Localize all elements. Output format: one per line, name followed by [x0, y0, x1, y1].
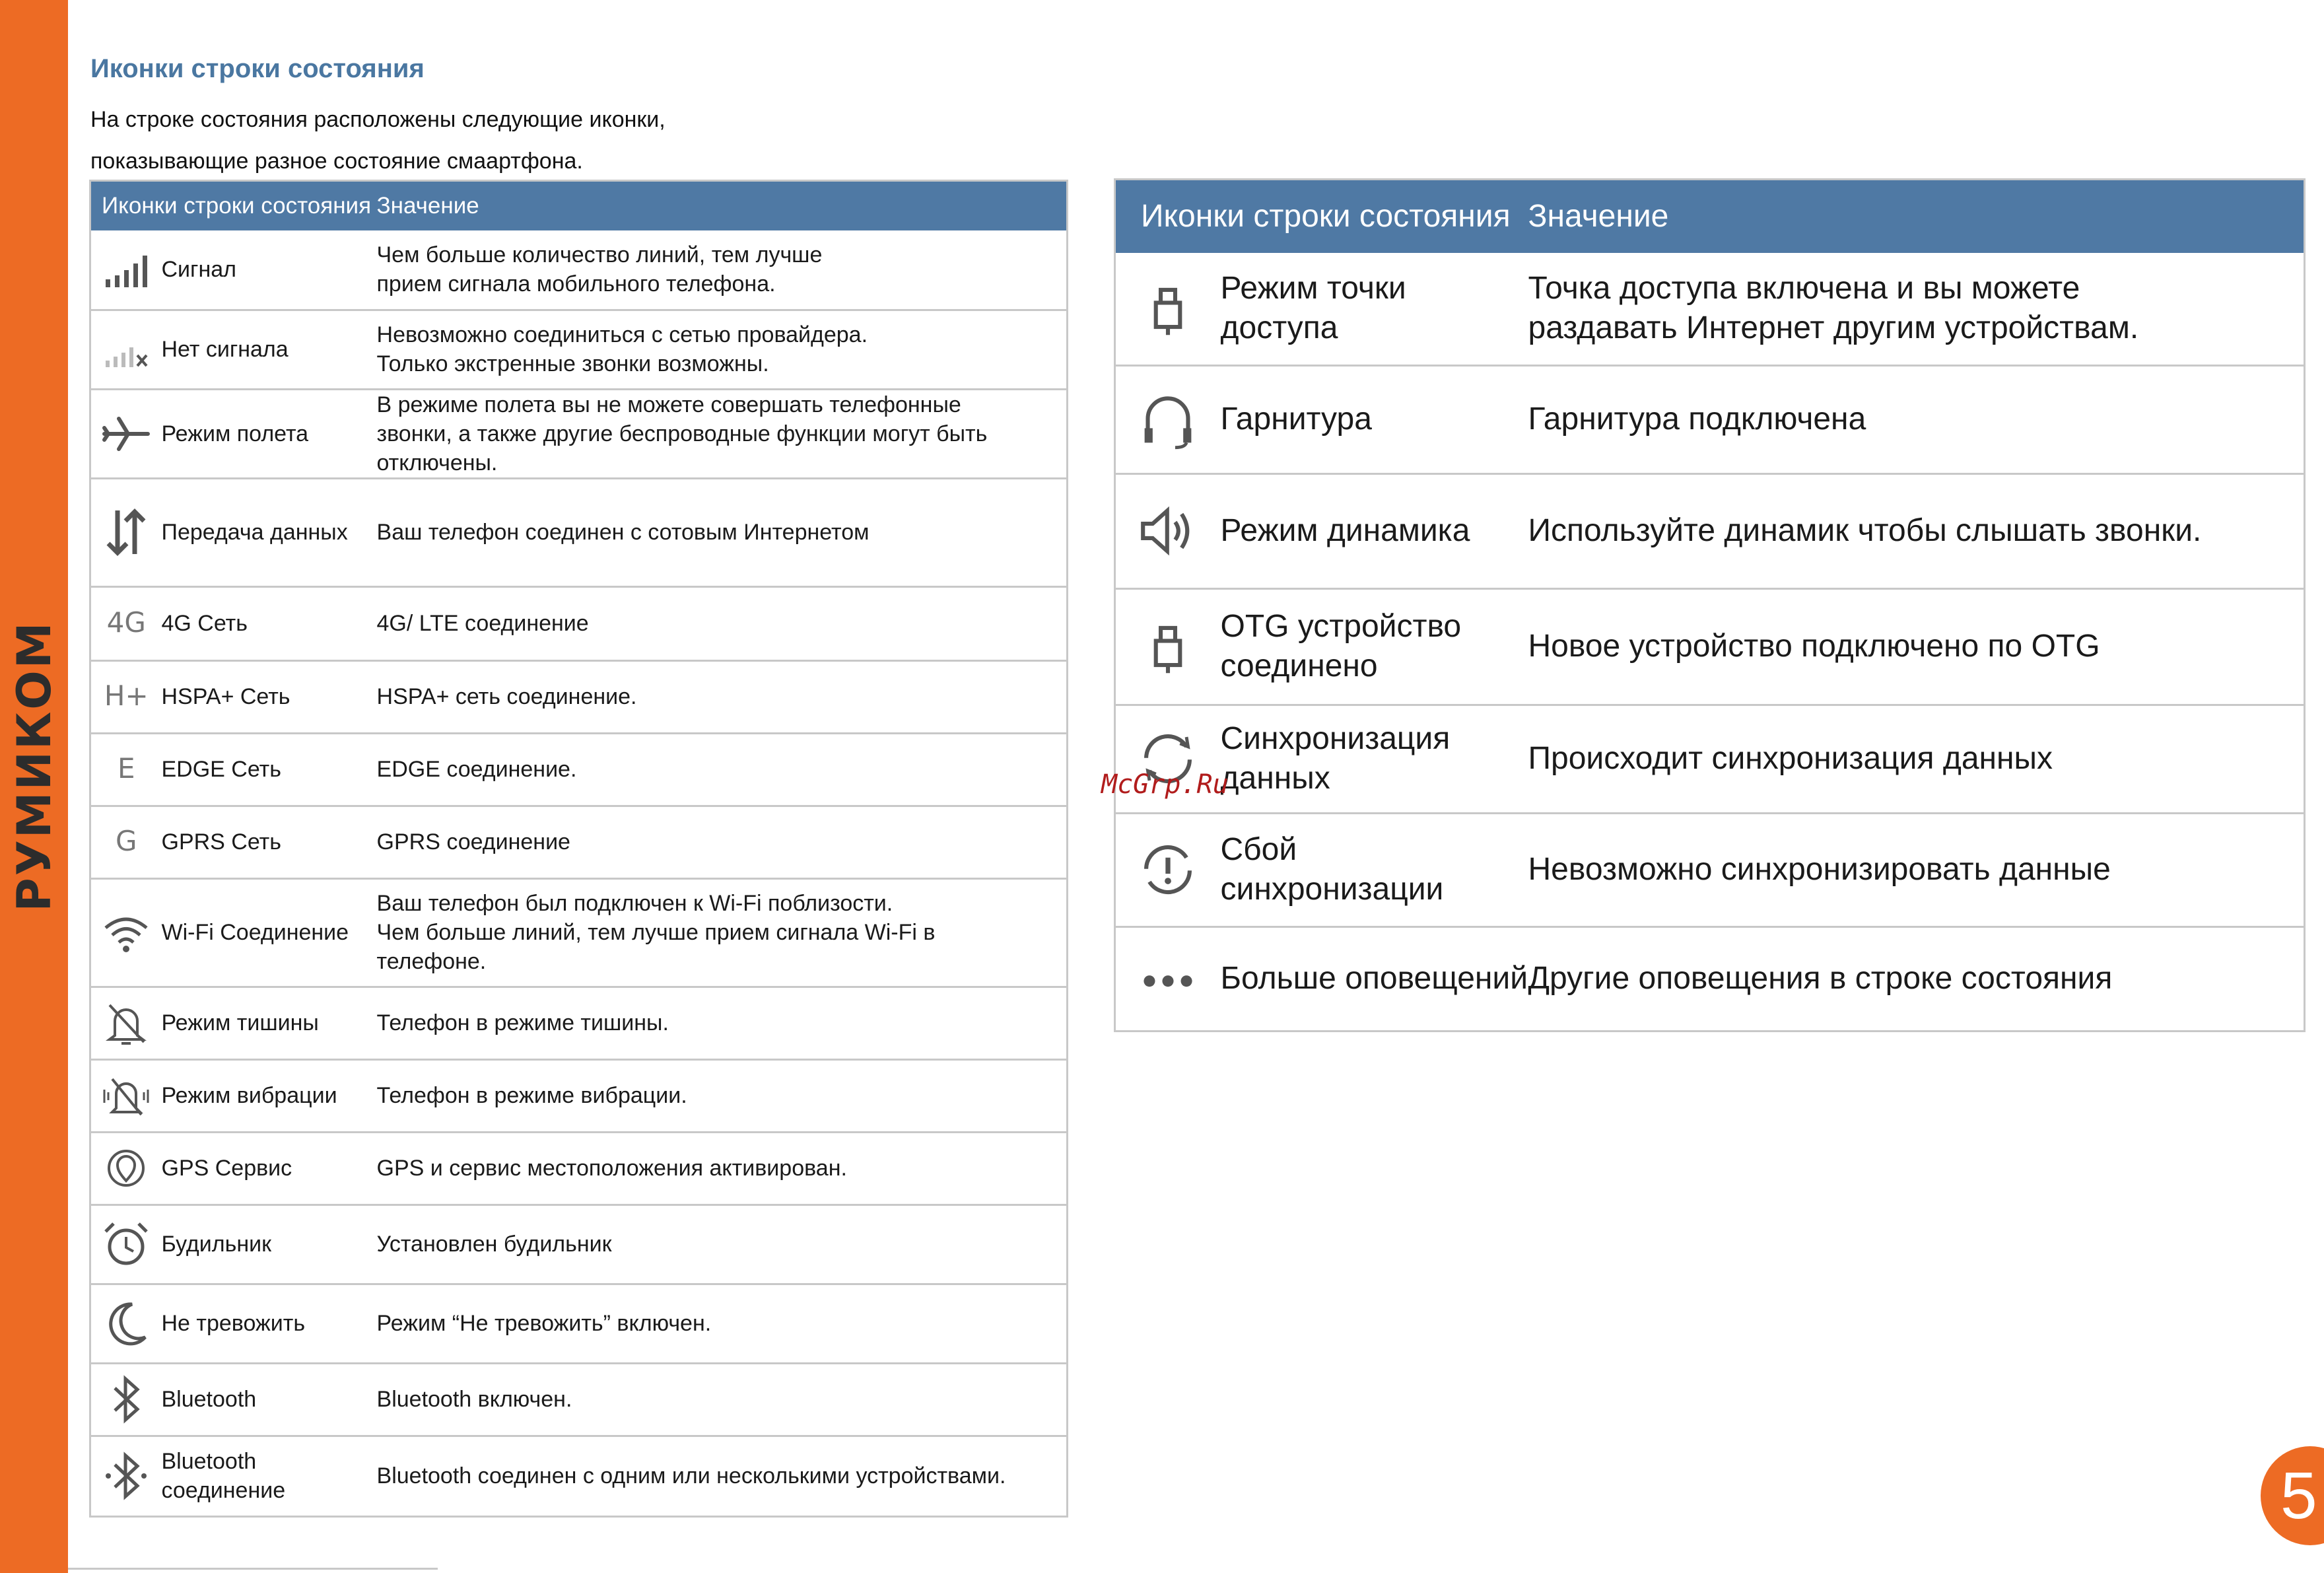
bluetooth-icon: [99, 1372, 153, 1426]
description-line: Происходит синхронизация данных: [1528, 741, 2053, 776]
row-icon-cell: [90, 987, 162, 1059]
header-icons-label: Иконки строки состояния: [90, 181, 377, 231]
table-header: [90, 181, 1068, 231]
row-description: [377, 1132, 1068, 1205]
description-line: раздавать Интернет другим устройствам.: [1528, 310, 2139, 346]
table-row: [90, 1059, 1068, 1132]
row-icon-cell: [90, 1436, 162, 1516]
row-icon-cell: [90, 1363, 162, 1436]
signal-icon: [99, 242, 153, 297]
description-line: отключены.: [376, 450, 498, 475]
table-row: [1115, 588, 2305, 705]
row-description: [377, 1059, 1068, 1132]
row-description: [1528, 365, 2305, 473]
row-description: [1528, 813, 2305, 926]
row-description: [377, 806, 1068, 878]
otg-icon: [1135, 613, 1201, 680]
row-description: [1528, 705, 2305, 813]
row-name: 4G Сеть: [162, 586, 377, 660]
row-icon-cell: [90, 1205, 162, 1284]
row-icon-cell: [1115, 473, 1221, 588]
header-value-label: Значение: [1528, 180, 2305, 254]
row-name: Режим вибрации: [162, 1059, 377, 1132]
description-line: Bluetooth включен.: [376, 1387, 572, 1412]
row-name: Режим динамика: [1221, 473, 1528, 588]
description-line: Установлен будильник: [376, 1232, 612, 1257]
description-line: Невозможно синхронизировать данные: [1528, 852, 2111, 887]
header-icons-label: Иконки строки состояния: [1115, 180, 1528, 254]
row-icon-cell: [90, 806, 162, 878]
table-row: [90, 1205, 1068, 1284]
row-name: Режим полета: [162, 389, 377, 478]
status-icons-table-left: [89, 180, 1068, 1518]
row-description: [377, 660, 1068, 733]
row-name: Будильник: [162, 1205, 377, 1284]
description-line: EDGE соединение.: [376, 757, 577, 782]
row-name: Сбой синхронизации: [1221, 813, 1528, 926]
row-icon-cell: [90, 878, 162, 987]
description-line: прием сигнала мобильного телефона.: [376, 271, 776, 297]
row-name: Режим точки доступа: [1221, 253, 1528, 365]
table-row: [90, 310, 1068, 389]
bluetooth-connected-icon: [99, 1449, 153, 1503]
row-icon-cell: [90, 230, 162, 310]
row-description: [1528, 926, 2305, 1031]
description-line: Используйте динамик чтобы слышать звонки.: [1528, 513, 2202, 548]
status-icons-table-right: [1114, 178, 2306, 1032]
table-row: [1115, 365, 2305, 473]
row-icon-cell: [90, 586, 162, 660]
page-title: Иконки строки состояния: [90, 54, 425, 83]
description-line: Другие оповещения в строке состояния: [1528, 961, 2113, 996]
brand-logo: РУМИКОМ: [7, 620, 61, 912]
gprs-icon: G: [115, 824, 137, 857]
description-line: HSPA+ сеть соединение.: [376, 684, 637, 709]
table-row: [90, 230, 1068, 310]
row-icon-cell: [90, 389, 162, 478]
row-description: [1528, 473, 2305, 588]
row-name: GPRS Сеть: [162, 806, 377, 878]
row-name: Синхронизация данных: [1221, 705, 1528, 813]
row-description: [377, 1205, 1068, 1284]
row-icon-cell: [1115, 365, 1221, 473]
description-line: 4G/ LTE соединение: [376, 611, 589, 636]
speaker-icon: [1135, 498, 1201, 564]
table-row: [90, 478, 1068, 586]
row-description: [377, 878, 1068, 987]
row-name: Bluetooth: [162, 1363, 377, 1436]
no-signal-icon: [99, 322, 153, 376]
row-description: [377, 1436, 1068, 1516]
gps-icon: [99, 1141, 153, 1195]
description-line: GPRS соединение: [376, 829, 570, 855]
description-line: Точка доступа включена и вы можете: [1528, 271, 2080, 306]
row-name: Bluetooth соединение: [162, 1436, 377, 1516]
row-name: Не тревожить: [162, 1284, 377, 1363]
alarm-icon: [99, 1217, 153, 1271]
row-icon-cell: [90, 1059, 162, 1132]
side-stripe: [0, 0, 68, 1573]
description-line: Только экстренные звонки возможны.: [376, 351, 769, 376]
row-name: EDGE Сеть: [162, 733, 377, 806]
row-description: [377, 586, 1068, 660]
row-description: [377, 1284, 1068, 1363]
table-row: [90, 660, 1068, 733]
description-line: Телефон в режиме тишины.: [376, 1010, 669, 1035]
row-icon-cell: [1115, 926, 1221, 1031]
row-description: [377, 1363, 1068, 1436]
footer-divider: [68, 1568, 438, 1570]
description-line: Гарнитура подключена: [1528, 402, 1866, 437]
description-line: звонки, а также другие беспроводные функции могут быть: [376, 421, 988, 446]
table-row: [1115, 926, 2305, 1031]
do-not-disturb-icon: [99, 1296, 153, 1350]
table-row: [90, 1436, 1068, 1516]
silent-mode-icon: [99, 996, 153, 1050]
intro-line: показывающие разное состояние смаартфона.: [90, 149, 583, 174]
row-icon-cell: [1115, 588, 1221, 705]
row-description: [377, 230, 1068, 310]
intro-text: [90, 99, 666, 182]
row-name: Сигнал: [162, 230, 377, 310]
row-description: [377, 478, 1068, 586]
table-row: [1115, 705, 2305, 813]
hspa-plus-icon: H+: [104, 679, 149, 712]
table-row: [90, 987, 1068, 1059]
table-row: [90, 1284, 1068, 1363]
row-description: [1528, 588, 2305, 705]
table-row: [1115, 813, 2305, 926]
description-line: Режим “Не тревожить” включен.: [376, 1311, 712, 1336]
table-row: [90, 878, 1068, 987]
description-line: телефоне.: [376, 949, 487, 974]
vibrate-mode-icon: [99, 1068, 153, 1123]
wifi-icon: [99, 905, 153, 960]
row-description: [377, 987, 1068, 1059]
row-description: [377, 310, 1068, 389]
row-name: Больше оповещений: [1221, 926, 1528, 1031]
data-transfer-icon: [99, 505, 153, 559]
table-row: [90, 389, 1068, 478]
description-line: Чем больше количество линий, тем лучше: [376, 242, 823, 268]
row-icon-cell: [1115, 813, 1221, 926]
row-icon-cell: [90, 310, 162, 389]
page-number: 5: [2280, 1459, 2317, 1533]
airplane-icon: [99, 407, 153, 461]
4g-icon: 4G: [106, 606, 146, 639]
edge-icon: E: [117, 752, 135, 785]
row-icon-cell: [90, 1132, 162, 1205]
more-notifications-icon: [1135, 946, 1201, 1012]
table-row: [90, 806, 1068, 878]
intro-line: На строке состояния расположены следующие иконки,: [90, 107, 666, 132]
description-line: Чем больше линий, тем лучше прием сигнала Wi-Fi в: [376, 920, 936, 945]
headset-icon: [1135, 386, 1201, 452]
table-header: [1115, 180, 2305, 254]
sync-error-icon: [1135, 837, 1201, 903]
row-description: [377, 733, 1068, 806]
page-number-badge: [2261, 1446, 2324, 1545]
row-name: Передача данных: [162, 478, 377, 586]
row-name: HSPA+ Сеть: [162, 660, 377, 733]
table-row: [1115, 253, 2305, 365]
table-row: [90, 733, 1068, 806]
header-value-label: Значение: [377, 181, 1068, 231]
row-icon-cell: [90, 478, 162, 586]
description-line: Bluetooth соединен с одним или несколькими устройствами.: [376, 1463, 1006, 1488]
row-name: GPS Сервис: [162, 1132, 377, 1205]
description-line: Телефон в режиме вибрации.: [376, 1083, 687, 1108]
row-icon-cell: [1115, 253, 1221, 365]
row-icon-cell: [90, 660, 162, 733]
description-line: Ваш телефон был подключен к Wi-Fi поблизости.: [376, 891, 893, 916]
description-line: Невозможно соединиться с сетью провайдера.: [376, 322, 868, 347]
row-description: [377, 389, 1068, 478]
description-line: В режиме полета вы не можете совершать телефонные: [376, 392, 961, 417]
row-icon-cell: [90, 1284, 162, 1363]
row-description: [1528, 253, 2305, 365]
row-name: Гарнитура: [1221, 365, 1528, 473]
watermark: McGrp.Ru: [1101, 769, 1229, 800]
hotspot-icon: [1135, 275, 1201, 341]
row-name: Режим тишины: [162, 987, 377, 1059]
row-icon-cell: [90, 733, 162, 806]
table-row: [90, 1363, 1068, 1436]
table-row: [1115, 473, 2305, 588]
row-name: Wi-Fi Соединение: [162, 878, 377, 987]
row-name: Нет сигнала: [162, 310, 377, 389]
description-line: Новое устройство подключено по OTG: [1528, 629, 2100, 664]
row-name: OTG устройство соединено: [1221, 588, 1528, 705]
description-line: Ваш телефон соединен с сотовым Интернетом: [376, 520, 870, 545]
table-row: [90, 586, 1068, 660]
description-line: GPS и сервис местоположения активирован.: [376, 1156, 847, 1181]
table-row: [90, 1132, 1068, 1205]
